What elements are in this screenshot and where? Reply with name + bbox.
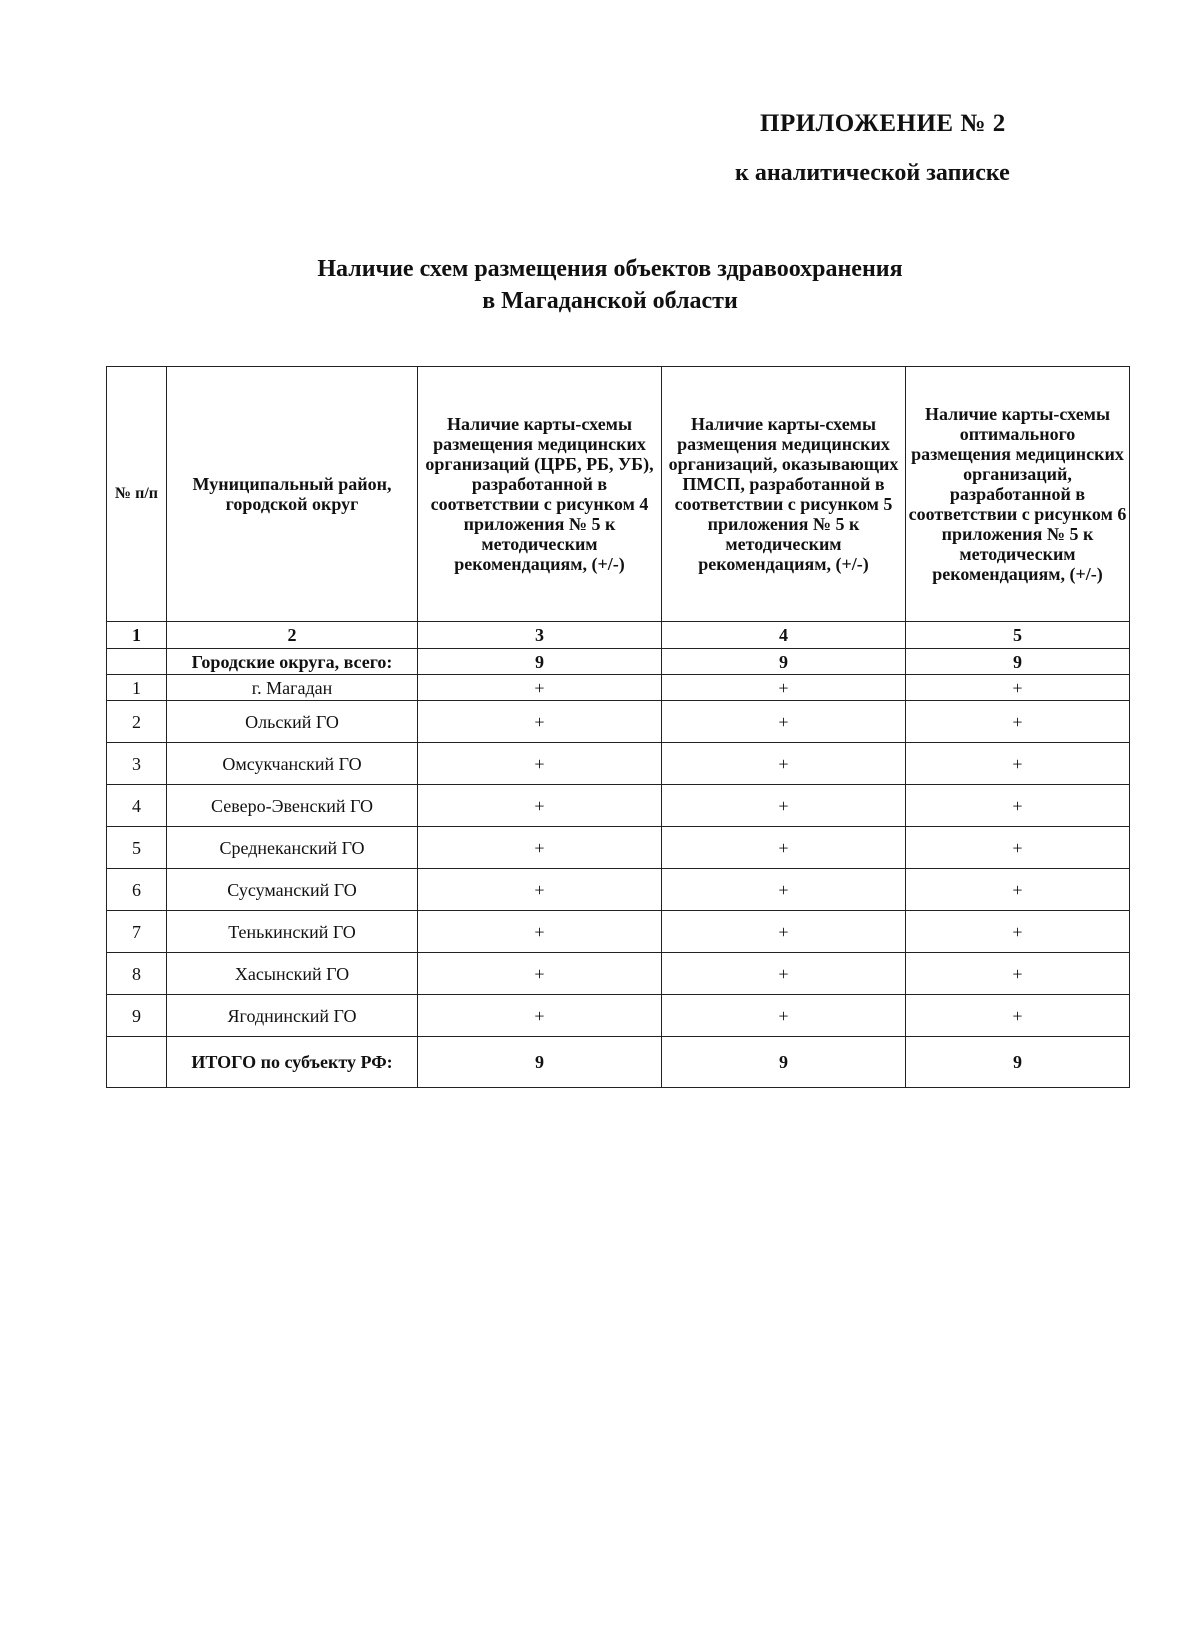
- total-row: [107, 1037, 1130, 1088]
- subtotal-value: 9: [906, 649, 1130, 675]
- column-numbers-row: [107, 622, 1130, 649]
- table-cell: [107, 1037, 167, 1088]
- row-value: +: [418, 953, 662, 995]
- subtotal-value: 9: [662, 649, 906, 675]
- total-label: ИТОГО по субъекту РФ:: [167, 1037, 418, 1088]
- table-header-row: [107, 367, 1130, 622]
- row-number: 4: [107, 785, 167, 827]
- row-number: 8: [107, 953, 167, 995]
- row-name: Северо-Эвенский ГО: [167, 785, 418, 827]
- row-value: +: [906, 785, 1130, 827]
- row-value: +: [662, 785, 906, 827]
- row-number: 1: [107, 675, 167, 701]
- row-value: +: [662, 743, 906, 785]
- table-row: [107, 869, 1130, 911]
- table-row: [107, 743, 1130, 785]
- row-number: 6: [107, 869, 167, 911]
- column-number: 4: [662, 622, 906, 649]
- row-value: +: [906, 995, 1130, 1037]
- row-value: +: [906, 701, 1130, 743]
- subtotal-row: [107, 649, 1130, 675]
- row-name: Омсукчанский ГО: [167, 743, 418, 785]
- row-value: +: [662, 701, 906, 743]
- document-title: [200, 253, 1020, 317]
- column-number: 3: [418, 622, 662, 649]
- row-value: +: [906, 911, 1130, 953]
- table-row: [107, 827, 1130, 869]
- total-value: 9: [906, 1037, 1130, 1088]
- row-value: +: [906, 743, 1130, 785]
- row-value: +: [418, 785, 662, 827]
- row-value: +: [418, 675, 662, 701]
- row-value: +: [662, 869, 906, 911]
- row-name: Ольский ГО: [167, 701, 418, 743]
- column-number: 5: [906, 622, 1130, 649]
- subtotal-value: 9: [418, 649, 662, 675]
- row-name: Тенькинский ГО: [167, 911, 418, 953]
- column-number: 2: [167, 622, 418, 649]
- title-line-1: Наличие схем размещения объектов здравоохранения: [317, 256, 903, 282]
- row-number: 7: [107, 911, 167, 953]
- row-value: +: [662, 675, 906, 701]
- row-name: Сусуманский ГО: [167, 869, 418, 911]
- table-row: [107, 911, 1130, 953]
- row-name: Хасынский ГО: [167, 953, 418, 995]
- table-row: [107, 995, 1130, 1037]
- appendix-title: ПРИЛОЖЕНИЕ № 2: [760, 110, 1006, 137]
- row-value: +: [662, 953, 906, 995]
- row-value: +: [662, 911, 906, 953]
- row-value: +: [418, 827, 662, 869]
- total-value: 9: [418, 1037, 662, 1088]
- column-number: 1: [107, 622, 167, 649]
- row-value: +: [418, 743, 662, 785]
- row-value: +: [418, 995, 662, 1037]
- header-cell-pmsp-map: Наличие карты-схемы размещения медицинских организаций, оказывающих ПМСП, разработанной в соответствии с рисунком 5 приложения № 5 к методическим рекомендациям, (+/-): [662, 367, 906, 622]
- table-row: [107, 675, 1130, 701]
- subtotal-label: Городские округа, всего:: [167, 649, 418, 675]
- row-value: +: [418, 911, 662, 953]
- row-value: +: [906, 869, 1130, 911]
- row-value: +: [662, 995, 906, 1037]
- header-cell-crb-map: Наличие карты-схемы размещения медицинских организаций (ЦРБ, РБ, УБ), разработанной в соответствии с рисунком 4 приложения № 5 к методическим рекомендациям, (+/-): [418, 367, 662, 622]
- table-cell: [107, 649, 167, 675]
- row-number: 3: [107, 743, 167, 785]
- row-name: г. Магадан: [167, 675, 418, 701]
- row-value: +: [662, 827, 906, 869]
- table-row: [107, 785, 1130, 827]
- row-name: Среднеканский ГО: [167, 827, 418, 869]
- row-value: +: [418, 869, 662, 911]
- table-row: [107, 953, 1130, 995]
- row-number: 5: [107, 827, 167, 869]
- header-cell-optimal-map: Наличие карты-схемы оптимального размещения медицинских организаций, разработанной в соответствии с рисунком 6 приложения № 5 к методическим рекомендациям, (+/-): [906, 367, 1130, 622]
- row-name: Ягоднинский ГО: [167, 995, 418, 1037]
- row-number: 2: [107, 701, 167, 743]
- total-value: 9: [662, 1037, 906, 1088]
- row-number: 9: [107, 995, 167, 1037]
- title-line-2: в Магаданской области: [482, 288, 738, 314]
- table-row: [107, 701, 1130, 743]
- header-cell-num: № п/п: [107, 367, 167, 622]
- header-cell-municipality: Муниципальный район, городской округ: [167, 367, 418, 622]
- row-value: +: [418, 701, 662, 743]
- row-value: +: [906, 953, 1130, 995]
- row-value: +: [906, 827, 1130, 869]
- row-value: +: [906, 675, 1130, 701]
- appendix-subtitle: к аналитической записке: [735, 160, 1010, 186]
- schemes-table: [106, 366, 1130, 1088]
